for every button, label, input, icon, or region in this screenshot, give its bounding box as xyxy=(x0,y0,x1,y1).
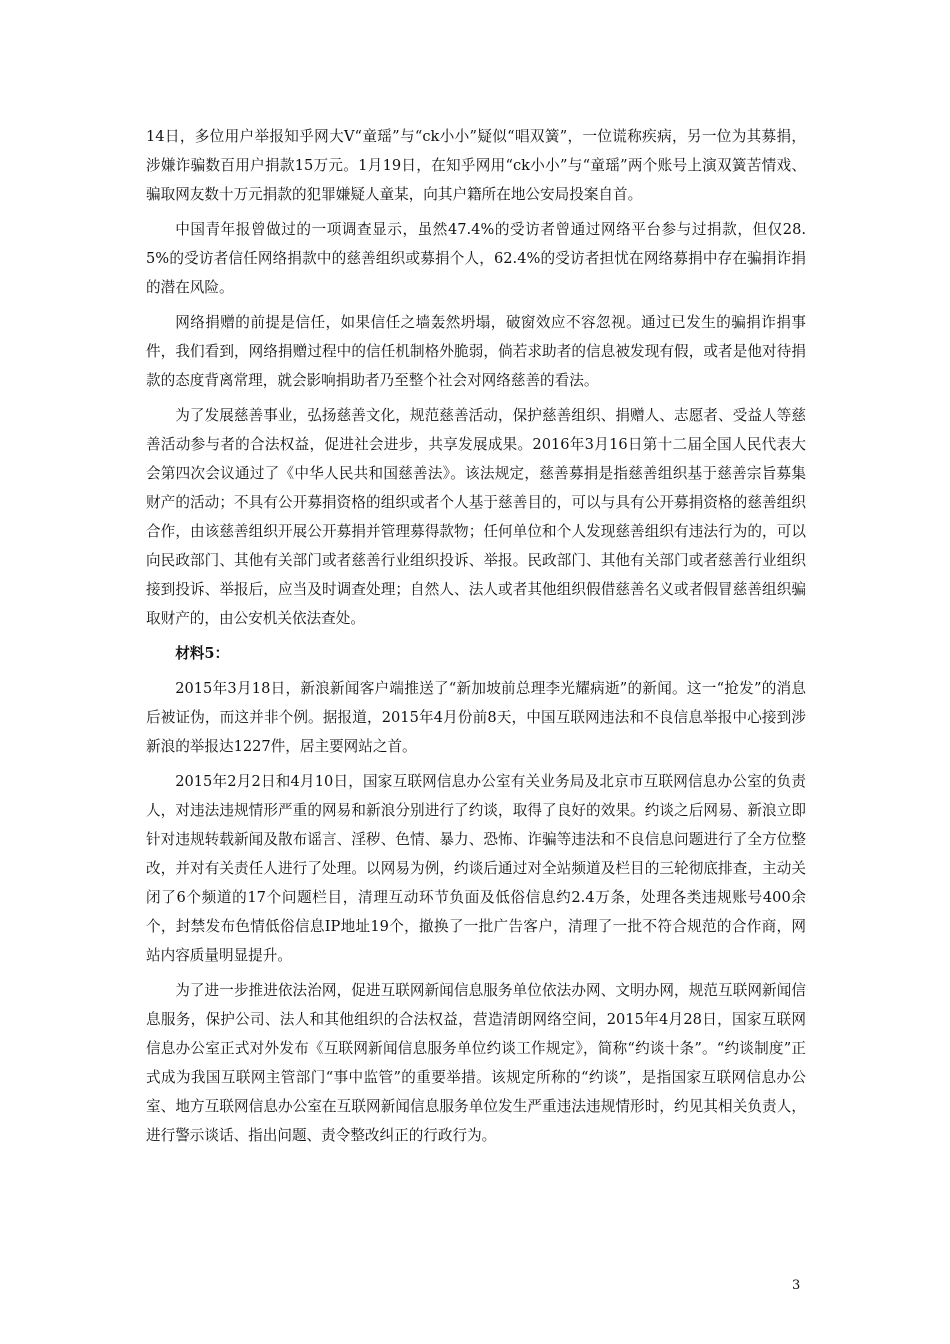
paragraph-continued: 14日，多位用户举报知乎网大V“童瑶”与“ck小小”疑似“唱双簧”，一位谎称疾病，另一位为其募捐，涉嫌诈骗数百用户捐款15万元。1月19日，在知乎网用“ck小小”与“童瑶”两个账号上演双簧苦情戏、骗取网友数十万元捐款的犯罪嫌疑人童某，向其户籍所在地公安局投案自首。 xyxy=(146,128,806,203)
paragraph: 2015年3月18日，新浪新闻客户端推送了“新加坡前总理李光耀病逝”的新闻。这一“抢发”的消息后被证伪，而这并非个例。据报道，2015年4月份前8天，中国互联网违法和不良信息举报中心接到涉新浪的举报达1227件，居主要网站之首。 xyxy=(146,680,806,755)
paragraph: 2015年2月2日和4月10日，国家互联网信息办公室有关业务局及北京市互联网信息办公室的负责人，对违法违规情形严重的网易和新浪分别进行了约谈，取得了良好的效果。约谈之后网易、新浪立即针对违规转载新闻及散布谣言、淫秽、色情、暴力、恐怖、诈骗等违法和不良信息问题进行了全方位整改，并对有关责任人进行了处理。以网易为例，约谈后通过对全站频道及栏目的三轮彻底排查，主动关闭了6个频道的17个问题栏目，清理互动环节负面及低俗信息约2.4万条，处理各类违规账号400余个，封禁发布色情低俗信息IP地址19个，撤换了一批广告客户，清理了一批不符合规范的合作商，网站内容质量明显提升。 xyxy=(146,773,806,964)
section-heading: 材料5： xyxy=(175,645,230,662)
paragraph: 中国青年报曾做过的一项调查显示，虽然47.4%的受访者曾通过网络平台参与过捐款，但仅28.5%的受访者信任网络捐款中的慈善组织或募捐个人，62.4%的受访者担忧在网络募捐中存在骗捐诈捐的潜在风险。 xyxy=(146,221,806,296)
paragraph: 为了发展慈善事业，弘扬慈善文化，规范慈善活动，保护慈善组织、捐赠人、志愿者、受益人等慈善活动参与者的合法权益，促进社会进步，共享发展成果。2016年3月16日第十二届全国人民代表大会第四次会议通过了《中华人民共和国慈善法》。该法规定，慈善募捐是指慈善组织基于慈善宗旨募集财产的活动；不具有公开募捐资格的组织或者个人基于慈善目的，可以与具有公开募捐资格的慈善组织合作，由该慈善组织开展公开募捐并管理募得款物；任何单位和个人发现慈善组织有违法行为的，可以向民政部门、其他有关部门或者慈善行业组织投诉、举报。民政部门、其他有关部门或者慈善行业组织接到投诉、举报后，应当及时调查处理；自然人、法人或者其他组织假借慈善名义或者假冒慈善组织骗取财产的，由公安机关依法查处。 xyxy=(146,407,806,627)
page-number: 3 xyxy=(792,1278,801,1293)
paragraph: 网络捐赠的前提是信任，如果信任之墙轰然坍塌，破窗效应不容忽视。通过已发生的骗捐诈捐事件，我们看到，网络捐赠过程中的信任机制格外脆弱，倘若求助者的信息被发现有假，或者是他对待捐款的态度背离常理，就会影响捐助者乃至整个社会对网络慈善的看法。 xyxy=(146,314,806,389)
paragraph: 为了进一步推进依法治网，促进互联网新闻信息服务单位依法办网、文明办网，规范互联网新闻信息服务，保护公司、法人和其他组织的合法权益，营造清朗网络空间，2015年4月28日，国家互联网信息办公室正式对外发布《互联网新闻信息服务单位约谈工作规定》，简称“约谈十条”。“约谈制度”正式成为我国互联网主管部门“事中监管”的重要举措。该规定所称的“约谈”，是指国家互联网信息办公室、地方互联网信息办公室在互联网新闻信息服务单位发生严重违法违规情形时，约见其相关负责人，进行警示谈话、指出问题、责令整改纠正的行政行为。 xyxy=(146,982,806,1144)
document-body xyxy=(146,122,806,1156)
